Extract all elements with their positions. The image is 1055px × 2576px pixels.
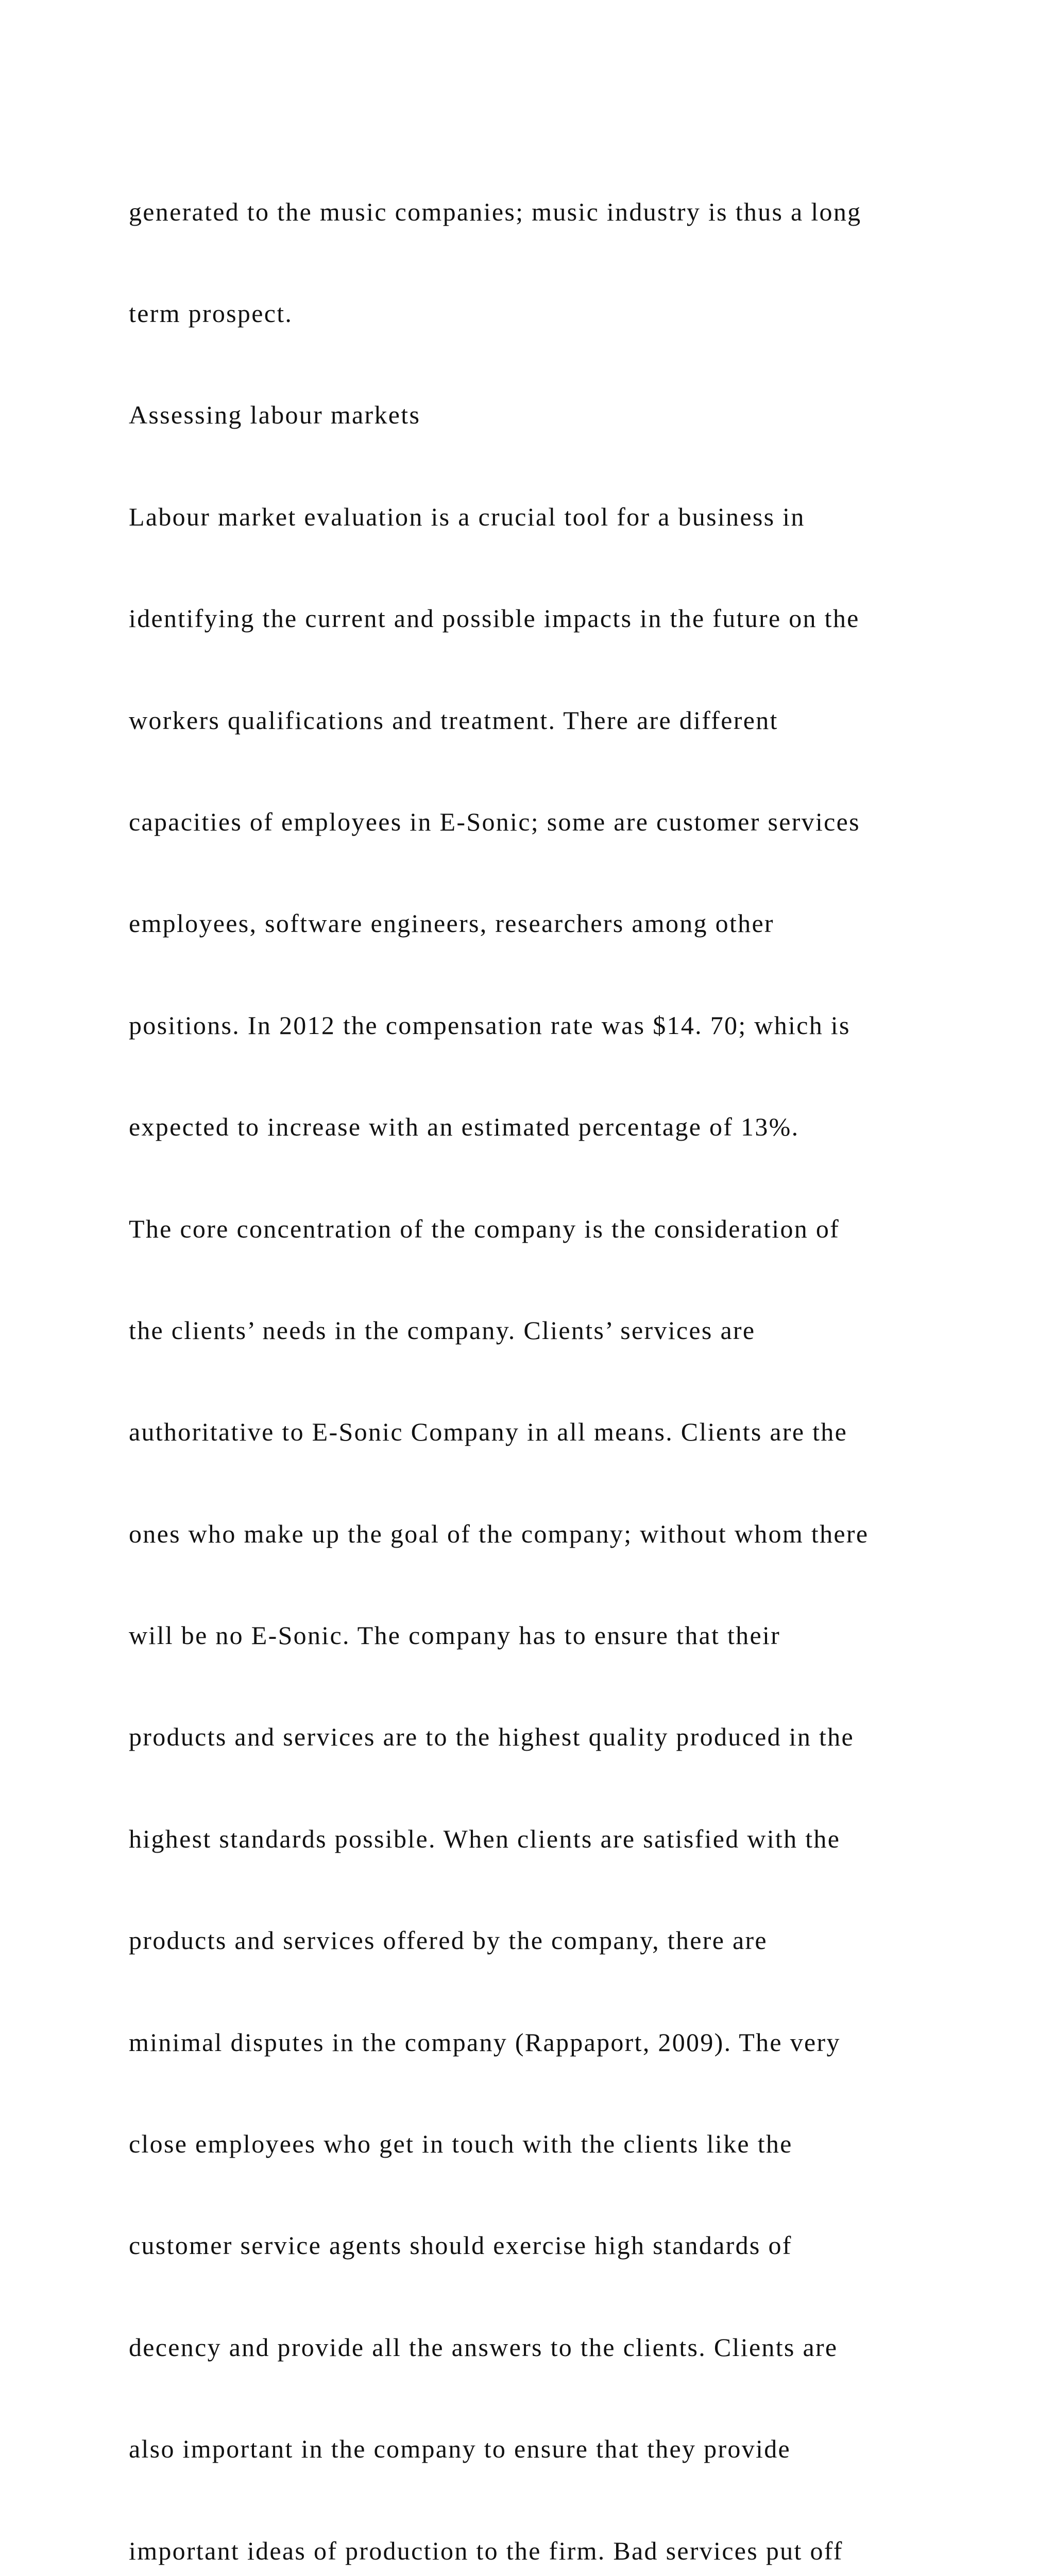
- text-line: workers qualifications and treatment. There are different: [129, 705, 778, 735]
- text-line: ones who make up the goal of the company; without whom there: [129, 1519, 869, 1548]
- text-line: customer service agents should exercise high standards of: [129, 2231, 792, 2260]
- text-line: highest standards possible. When clients are satisfied with the: [129, 1824, 841, 1853]
- text-line: generated to the music companies; music industry is thus a long: [129, 197, 862, 226]
- text-line: The core concentration of the company is the consideration of: [129, 1214, 840, 1243]
- text-line: decency and provide all the answers to the clients. Clients are: [129, 2332, 838, 2362]
- text-line: important ideas of production to the firm. Bad services put off: [129, 2536, 843, 2565]
- text-line: employees, software engineers, researchers among other: [129, 909, 774, 938]
- text-line: positions. In 2012 the compensation rate was $14. 70; which is: [129, 1010, 850, 1040]
- text-line: authoritative to E-Sonic Company in all means. Clients are the: [129, 1417, 848, 1447]
- text-line: Labour market evaluation is a crucial tool for a business in: [129, 502, 805, 531]
- text-line: capacities of employees in E-Sonic; some are customer services: [129, 807, 860, 836]
- text-line: also important in the company to ensure that they provide: [129, 2434, 791, 2464]
- section-heading: Assessing labour markets: [129, 400, 421, 430]
- text-line: term prospect.: [129, 298, 293, 328]
- text-line: identifying the current and possible impacts in the future on the: [129, 604, 860, 633]
- text-line: expected to increase with an estimated percentage of 13%.: [129, 1112, 799, 1142]
- text-line: will be no E-Sonic. The company has to ensure that their: [129, 1621, 781, 1650]
- text-line: products and services are to the highest quality produced in the: [129, 1722, 854, 1752]
- body-text: [129, 127, 1005, 2576]
- text-line: the clients’ needs in the company. Clients’ services are: [129, 1315, 756, 1345]
- text-line: minimal disputes in the company (Rappaport, 2009). The very: [129, 2027, 841, 2057]
- text-line: products and services offered by the company, there are: [129, 1926, 768, 1955]
- text-line: close employees who get in touch with the clients like the: [129, 2129, 793, 2159]
